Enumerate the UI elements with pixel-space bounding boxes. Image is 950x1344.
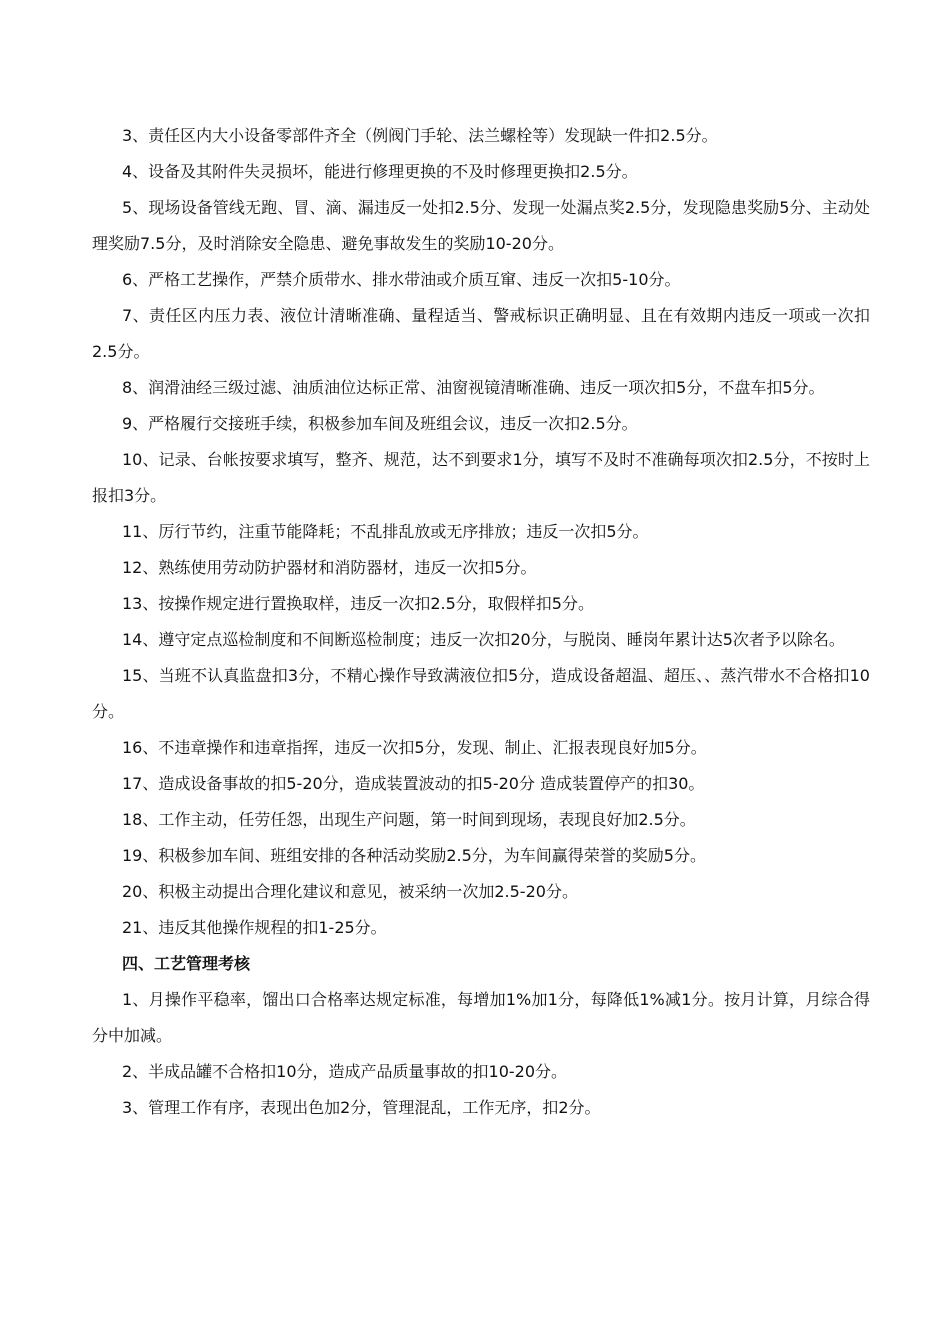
process-item-1: 1、月操作平稳率，馏出口合格率达规定标准，每增加1%加1分，每降低1%减1分。按月计算，月综合得分中加减。 <box>92 990 870 1045</box>
document-body <box>92 118 870 1126</box>
rule-item-11: 11、厉行节约，注重节能降耗；不乱排乱放或无序排放；违反一次扣5分。 <box>122 522 649 541</box>
rule-item-12: 12、熟练使用劳动防护器材和消防器材，违反一次扣5分。 <box>122 558 537 577</box>
rule-item-17: 17、造成设备事故的扣5-20分，造成装置波动的扣5-20分 造成装置停产的扣30。 <box>122 774 705 793</box>
rule-item-19: 19、积极参加车间、班组安排的各种活动奖励2.5分，为车间赢得荣誉的奖励5分。 <box>122 846 706 865</box>
rule-item-18: 18、工作主动，任劳任怨，出现生产问题，第一时间到现场，表现良好加2.5分。 <box>122 810 696 829</box>
rule-item-14: 14、遵守定点巡检制度和不间断巡检制度；违反一次扣20分，与脱岗、睡岗年累计达5次者予以除名。 <box>122 630 845 649</box>
section-heading-process-management: 四、工艺管理考核 <box>122 954 251 973</box>
rule-item-15: 15、当班不认真监盘扣3分，不精心操作导致满液位扣5分，造成设备超温、超压、、蒸汽带水不合格扣10分。 <box>92 666 870 721</box>
rule-item-9: 9、严格履行交接班手续，积极参加车间及班组会议，违反一次扣2.5分。 <box>122 414 638 433</box>
rule-item-21: 21、违反其他操作规程的扣1-25分。 <box>122 918 387 937</box>
rule-item-5: 5、现场设备管线无跑、冒、滴、漏违反一处扣2.5分、发现一处漏点奖2.5分，发现隐患奖励5分、主动处理奖励7.5分，及时消除安全隐患、避免事故发生的奖励10-20分。 <box>92 198 870 253</box>
process-item-3: 3、管理工作有序，表现出色加2分，管理混乱，工作无序，扣2分。 <box>122 1098 601 1117</box>
rule-item-10: 10、记录、台帐按要求填写，整齐、规范，达不到要求1分，填写不及时不准确每项次扣2.5分，不按时上报扣3分。 <box>92 450 870 505</box>
rule-item-13: 13、按操作规定进行置换取样，违反一次扣2.5分，取假样扣5分。 <box>122 594 594 613</box>
process-item-2: 2、半成品罐不合格扣10分，造成产品质量事故的扣10-20分。 <box>122 1062 568 1081</box>
rule-item-4: 4、设备及其附件失灵损坏，能进行修理更换的不及时修理更换扣2.5分。 <box>122 162 638 181</box>
rule-item-20: 20、积极主动提出合理化建议和意见，被采纳一次加2.5-20分。 <box>122 882 578 901</box>
rule-item-8: 8、润滑油经三级过滤、油质油位达标正常、油窗视镜清晰准确、违反一项次扣5分，不盘车扣5分。 <box>122 378 825 397</box>
rule-item-7: 7、责任区内压力表、液位计清晰准确、量程适当、警戒标识正确明显、且在有效期内违反一项或一次扣2.5分。 <box>92 306 870 361</box>
rule-item-16: 16、不违章操作和违章指挥，违反一次扣5分，发现、制止、汇报表现良好加5分。 <box>122 738 707 757</box>
rule-item-3: 3、责任区内大小设备零部件齐全（例阀门手轮、法兰螺栓等）发现缺一件扣2.5分。 <box>122 126 718 145</box>
rule-item-6: 6、严格工艺操作，严禁介质带水、排水带油或介质互窜、违反一次扣5-10分。 <box>122 270 681 289</box>
